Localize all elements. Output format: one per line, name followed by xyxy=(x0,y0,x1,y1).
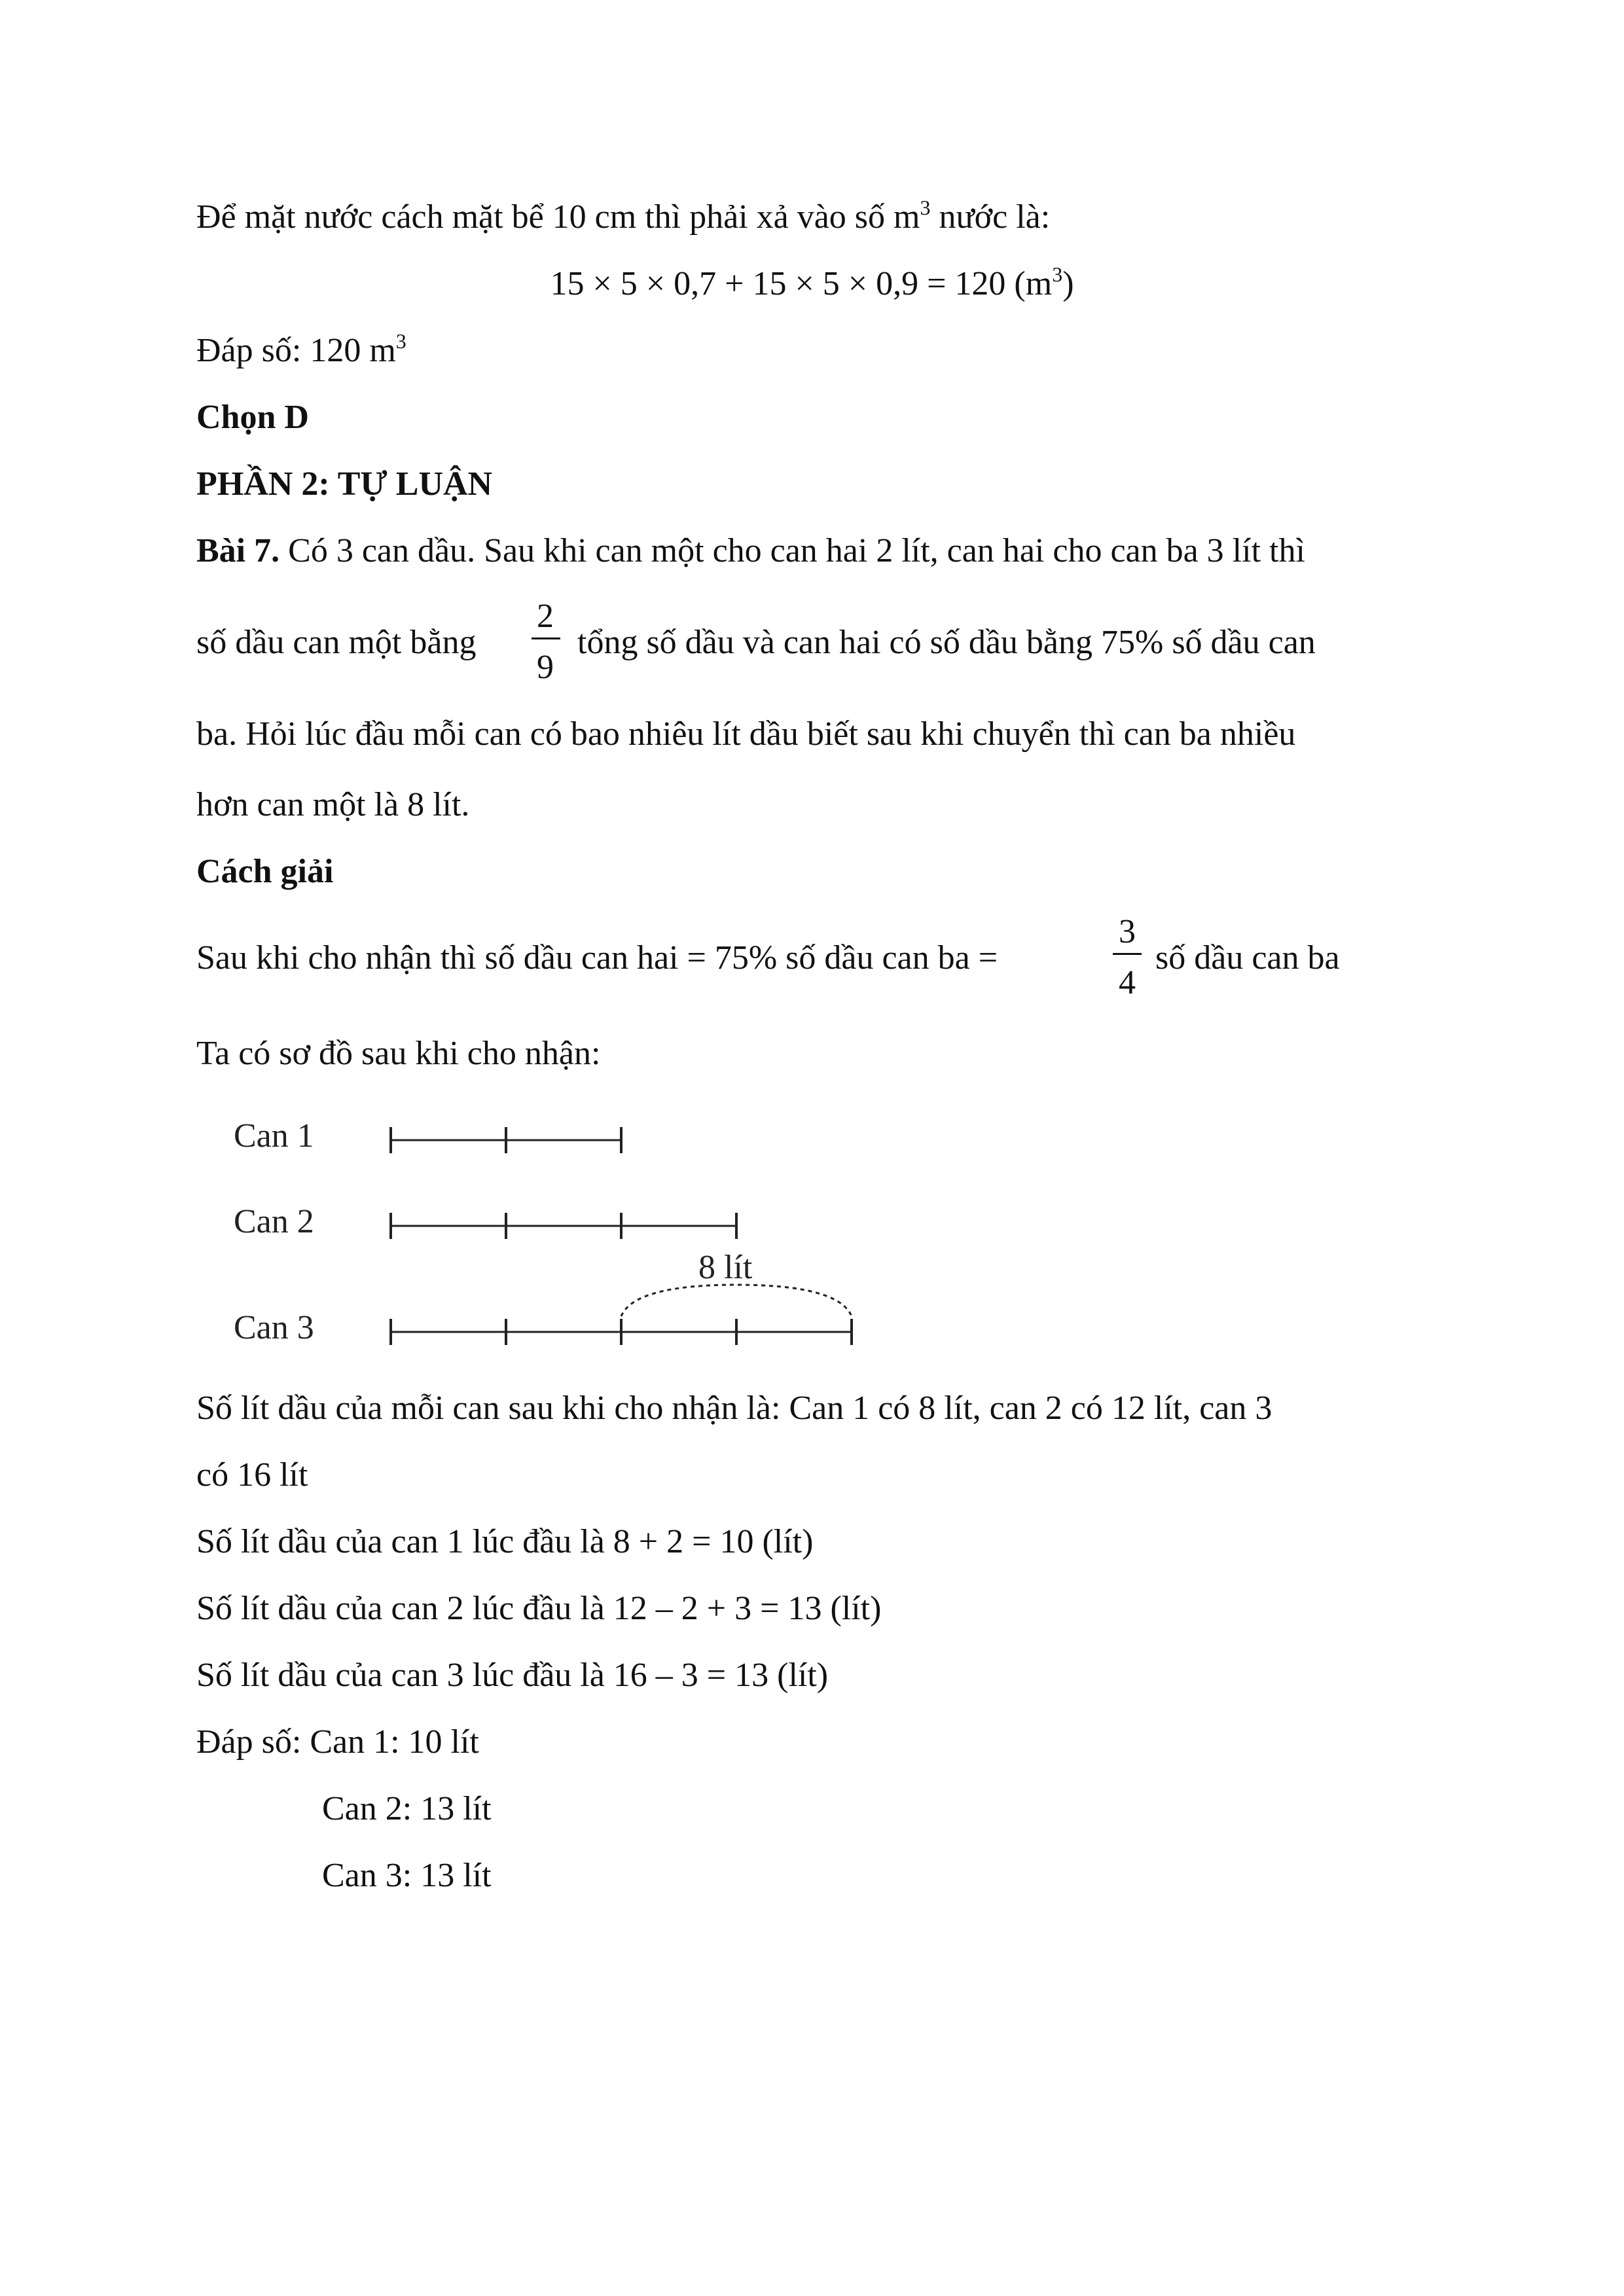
problem-line-1-text: Có 3 can dầu. Sau khi can một cho can hai 2 lít, can hai cho can ba 3 lít thì xyxy=(280,532,1305,569)
problem-line-4: hơn can một là 8 lít. xyxy=(196,786,470,823)
intro-line-sup: 3 xyxy=(920,196,931,219)
final-answer-can1: Can 1: 10 lít xyxy=(310,1723,479,1761)
ratio-line-after: số dầu can ba xyxy=(1155,939,1340,977)
intro-line-suffix: nước là: xyxy=(930,198,1051,236)
result-line-1: Số lít dầu của mỗi can sau khi cho nhận là: Can 1 có 8 lít, can 2 có 12 lít, can 3 xyxy=(196,1390,1272,1427)
diagram-label-can-3: Can 3 xyxy=(234,1309,314,1346)
equation-text: 15 × 5 × 0,7 + 15 × 5 × 0,9 = 120 (m xyxy=(550,265,1053,302)
fraction-numerator: 2 xyxy=(537,598,554,635)
ratio-fraction-numerator: 3 xyxy=(1119,913,1136,950)
diagram-intro: Ta có sơ đồ sau khi cho nhận: xyxy=(196,1035,601,1072)
problem-line-2-after: tổng số dầu và can hai có số dầu bằng 75% số dầu can xyxy=(577,624,1316,661)
can3-initial: Số lít dầu của can 3 lúc đầu là 16 – 3 = 13 (lít) xyxy=(196,1657,829,1694)
diagram-label-can-2: Can 2 xyxy=(234,1203,314,1240)
section-heading: PHẦN 2: TỰ LUẬN xyxy=(196,465,493,503)
equation-suffix: ) xyxy=(1062,265,1074,302)
can2-initial: Số lít dầu của can 2 lúc đầu là 12 – 2 + 3 = 13 (lít) xyxy=(196,1590,882,1627)
problem-label: Bài 7. xyxy=(196,532,280,569)
diagram-brace-label: 8 lít xyxy=(698,1249,753,1286)
final-answer-label: Đáp số: xyxy=(196,1723,310,1761)
diagram-difference-brace xyxy=(621,1285,852,1316)
ratio-fraction-denominator: 4 xyxy=(1119,964,1136,1001)
can1-initial: Số lít dầu của can 1 lúc đầu là 8 + 2 = 10 (lít) xyxy=(196,1523,814,1560)
choice-line: Chọn D xyxy=(196,399,309,436)
final-answer-can2: Can 2: 13 lít xyxy=(322,1790,492,1827)
fraction-denominator: 9 xyxy=(537,649,554,686)
intro-answer-sup: 3 xyxy=(395,329,406,353)
problem-line-2-before: số dầu can một bằng xyxy=(196,624,477,661)
ratio-line-before: Sau khi cho nhận thì số dầu can hai = 75% số dầu can ba = xyxy=(196,939,998,977)
final-answer-line-1 xyxy=(196,1721,479,1763)
problem-line-3: ba. Hỏi lúc đầu mỗi can có bao nhiêu lít dầu biết sau khi chuyển thì can ba nhiều xyxy=(196,715,1296,753)
final-answer-can3: Can 3: 13 lít xyxy=(322,1857,492,1894)
solution-heading: Cách giải xyxy=(196,853,334,890)
equation-sup: 3 xyxy=(1052,262,1063,286)
result-line-2: có 16 lít xyxy=(196,1456,308,1494)
intro-answer-text: Đáp số: 120 m xyxy=(196,332,396,369)
intro-line-text: Để mặt nước cách mặt bể 10 cm thì phải xả vào số m xyxy=(196,198,920,236)
diagram-label-can-1: Can 1 xyxy=(234,1117,314,1155)
